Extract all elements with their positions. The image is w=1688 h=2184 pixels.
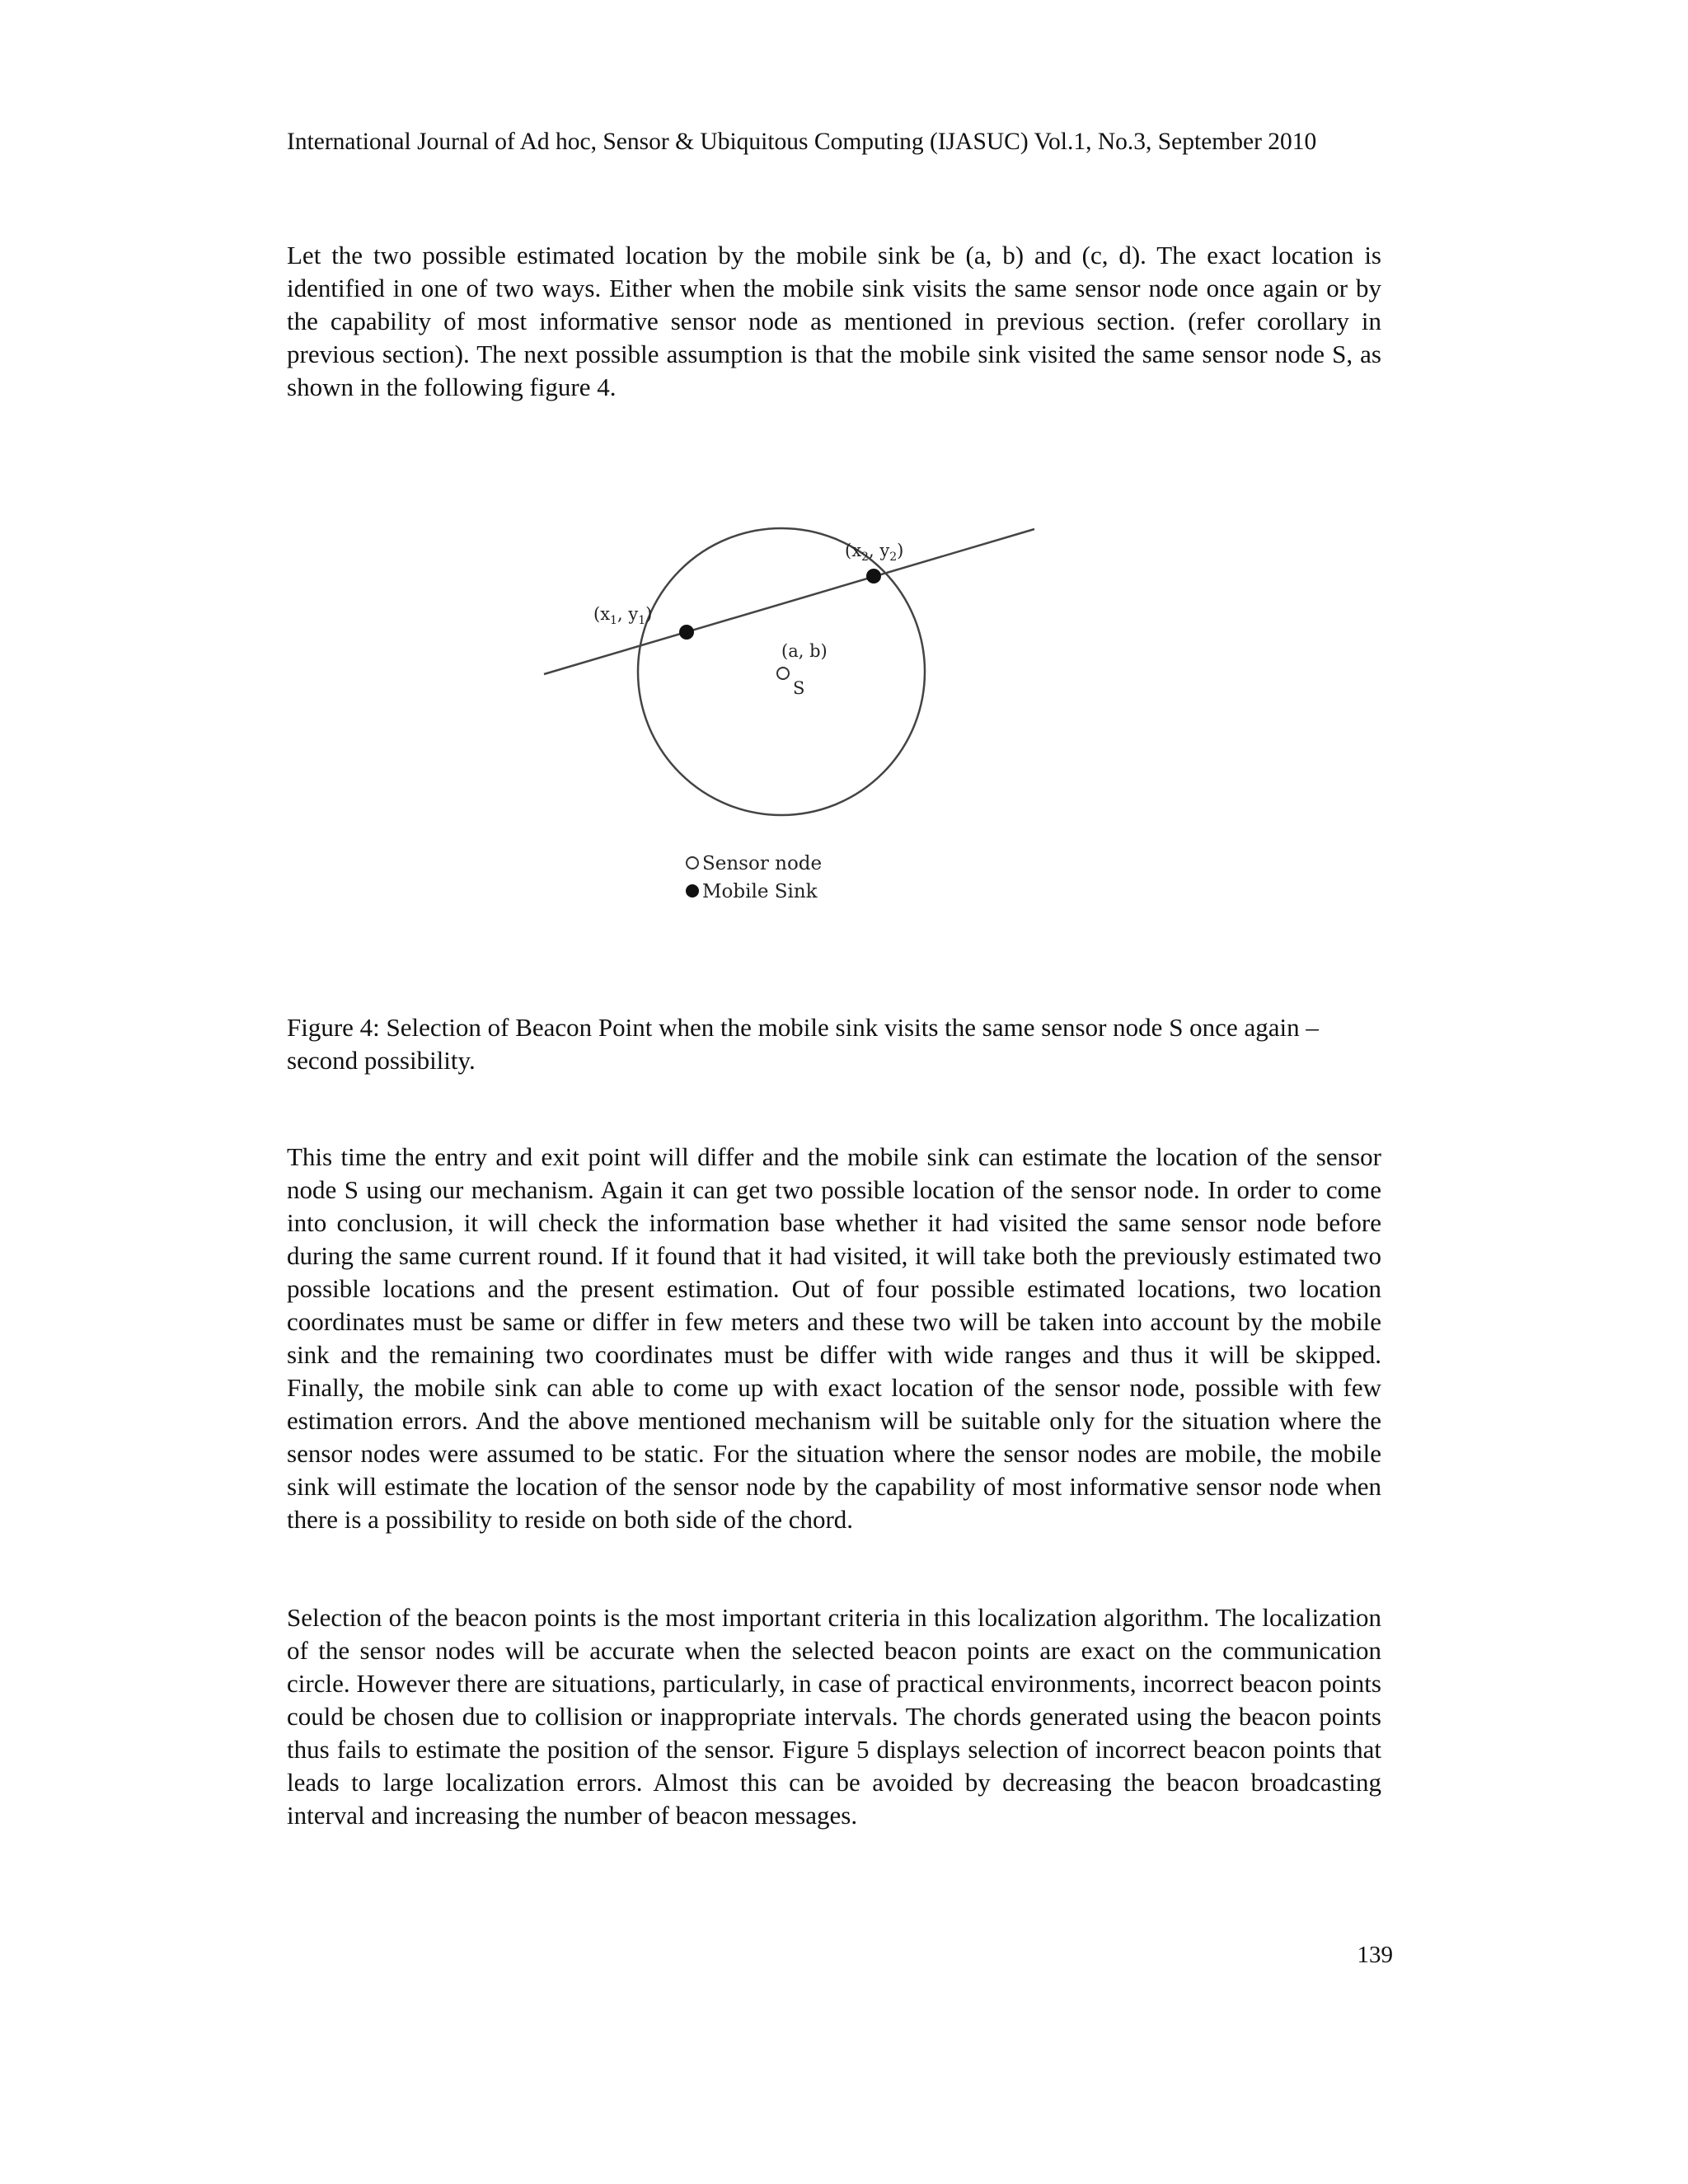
- mobile-sink-point-1: [679, 625, 694, 640]
- figure-4-caption: Figure 4: Selection of Beacon Point when the mobile sink visits the same sensor node S once again – second possibility.: [287, 1013, 1319, 1075]
- paragraph-mechanism: This time the entry and exit point will differ and the mobile sink can estimate the location of the sensor node S using our mechanism. Again it can get two possible location of the sensor node. In order to come into conclusion, it will check the information base whether it had visited the same sensor node before during the same current round. If it found that it had visited, it will take both the previously estimated two possible locations and the present estimation. Out of four possible estimated locations, two location coordinates must be same or differ in few meters and these two will be taken into account by the mobile sink and the remaining two coordinates must be differ with wide ranges and thus it will be skipped. Finally, the mobile sink can able to come up with exact location of the sensor node, possible with few estimation errors. And the above mentioned mechanism will be suitable only for the situation where the sensor nodes were assumed to be static. For the situation where the sensor nodes are mobile, the mobile sink will estimate the location of the sensor node by the capability of most informative sensor node when there is a possibility to reside on both side of the chord.: [287, 1142, 1381, 1534]
- label-point-2: ($x_2$, $y_2$): [845, 541, 904, 564]
- mobile-sink-point-2: [866, 569, 881, 583]
- journal-header: International Journal of Ad hoc, Sensor & Ubiquitous Computing (IJASUC) Vol.1, No.3, September 2010: [287, 129, 1317, 155]
- sensor-node-s: [777, 668, 789, 679]
- figure-4-diagram: [528, 507, 1055, 919]
- legend-sensor-node-icon: [687, 857, 698, 869]
- legend-mobile-sink-label: Mobile Sink: [702, 881, 818, 902]
- legend-sensor-node-label: Sensor node: [702, 853, 823, 874]
- legend: [686, 853, 822, 902]
- label-center-coords: (a, b): [781, 641, 828, 661]
- label-sensor-s: S: [793, 678, 805, 698]
- paragraph-intro: Let the two possible estimated location by the mobile sink be (a, b) and (c, d). The exact location is identified in one of two ways. Either when the mobile sink visits the same sensor node once again or by the capability of most informative sensor node as mentioned in previous section. (refer corollary in previous section). The next possible assumption is that the mobile sink visited the same sensor node S, as shown in the following figure 4.: [287, 241, 1381, 401]
- label-point-1: ($x_1$, $y_1$): [593, 604, 653, 627]
- legend-mobile-sink-icon: [686, 884, 699, 898]
- page-number: 139: [1357, 1942, 1393, 1968]
- paragraph-beacon-selection: Selection of the beacon points is the most important criteria in this localization algorithm. The localization of the sensor nodes will be accurate when the selected beacon points are exact on the communication circle. However there are situations, particularly, in case of practical environments, incorrect beacon points could be chosen due to collision or inappropriate intervals. The chords generated using the beacon points thus fails to estimate the position of the sensor. Figure 5 displays selection of incorrect beacon points that leads to large localization errors. Almost this can be avoided by decreasing the beacon broadcasting interval and increasing the number of beacon messages.: [287, 1603, 1381, 1830]
- figure-4: [528, 507, 1055, 919]
